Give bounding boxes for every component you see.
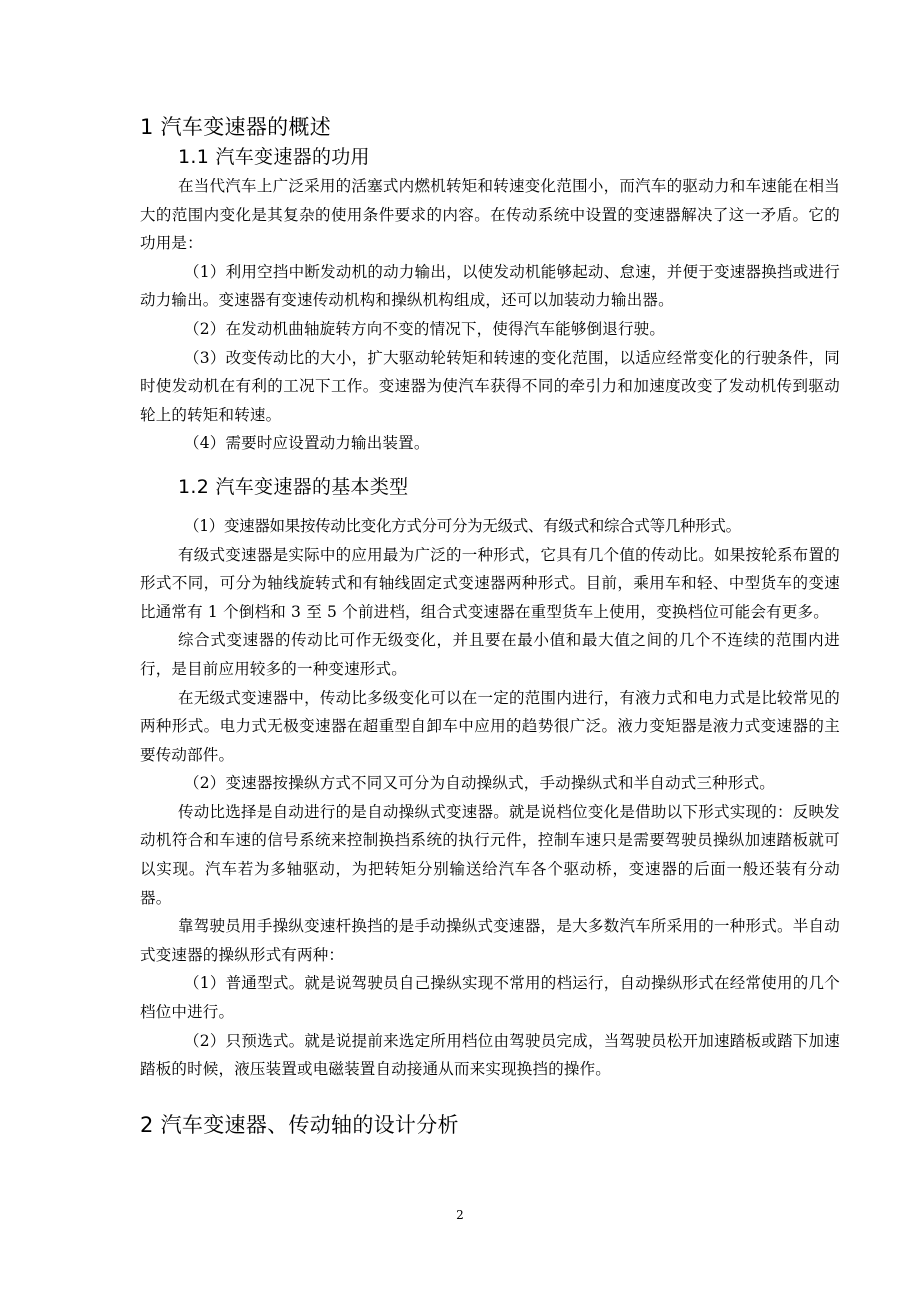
list-item: （2）变速器按操纵方式不同又可分为自动操纵式，手动操纵式和半自动式三种形式。 bbox=[184, 774, 775, 793]
list-item: （2）在发动机曲轴旋转方向不变的情况下，使得汽车能够倒退行驶。 bbox=[184, 319, 666, 338]
section-1-2-heading: 1.2 汽车变速器的基本类型 bbox=[178, 475, 409, 498]
list-item: （1）利用空挡中断发动机的动力输出，以使发动机能够起动、怠速，并便于变速器换挡或进行动力输出。变速器有变速传动机构和操纵机构组成，还可以加装动力输出器。 bbox=[140, 262, 840, 310]
list-item: （1）变速器如果按传动比变化方式分可分为无级式、有级式和综合式等几种形式。 bbox=[184, 516, 741, 535]
paragraph: 在当代汽车上广泛采用的活塞式内燃机转矩和转速变化范围小，而汽车的驱动力和车速能在相当大的范围内变化是其复杂的使用条件要求的内容。在传动系统中设置的变速器解决了这一矛盾。它的功用是： bbox=[140, 177, 840, 253]
list-item: （1）普通型式。就是说驾驶员自己操纵实现不常用的档运行，自动操纵形式在经常使用的几个档位中进行。 bbox=[140, 974, 840, 1022]
paragraph: 在无级式变速器中，传动比多级变化可以在一定的范围内进行，有液力式和电力式是比较常见的两种形式。电力式无极变速器在超重型自卸车中应用的趋势很广泛。液力变矩器是液力式变速器的主要传动部件。 bbox=[140, 688, 840, 764]
section-2-heading: 2 汽车变速器、传动轴的设计分析 bbox=[140, 1112, 459, 1137]
paragraph: 靠驾驶员用手操纵变速杆换挡的是手动操纵式变速器，是大多数汽车所采用的一种形式。半自动式变速器的操纵形式有两种： bbox=[140, 917, 840, 964]
page-number: 2 bbox=[456, 1208, 464, 1222]
section-1-1-heading: 1.1 汽车变速器的功用 bbox=[178, 146, 370, 168]
list-item: （2）只预选式。就是说提前来选定所用档位由驾驶员完成，当驾驶员松开加速踏板或踏下加速踏板的时候，液压装置或电磁装置自动接通从而来实现换挡的操作。 bbox=[140, 1031, 840, 1079]
list-item: （3）改变传动比的大小，扩大驱动轮转矩和转速的变化范围，以适应经常变化的行驶条件，同时使发动机在有利的工况下工作。变速器为使汽车获得不同的牵引力和加速度改变了发动机传到驱动轮上的转矩和转速。 bbox=[140, 348, 840, 424]
page-content bbox=[140, 112, 840, 1140]
section-1-heading: 1 汽车变速器的概述 bbox=[140, 115, 332, 139]
paragraph: 传动比选择是自动进行的是自动操纵式变速器。就是说档位变化是借助以下形式实现的：反映发动机符合和车速的信号系统来控制换挡系统的执行元件，控制车速只是需要驾驶员操纵加速踏板就可以实现。汽车若为多轴驱动，为把转矩分别输送给汽车各个驱动桥，变速器的后面一般还装有分动器。 bbox=[140, 802, 840, 907]
list-item: （4）需要时应设置动力输出装置。 bbox=[184, 434, 430, 453]
paragraph: 综合式变速器的传动比可作无级变化，并且要在最小值和最大值之间的几个不连续的范围内进行，是目前应用较多的一种变速形式。 bbox=[140, 631, 840, 678]
paragraph: 有级式变速器是实际中的应用最为广泛的一种形式，它具有几个值的传动比。如果按轮系布置的形式不同，可分为轴线旋转式和有轴线固定式变速器两种形式。目前，乘用车和轻、中型货车的变速比通常有 1 个倒档和 3 至 5 个前进档，组合式变速器在重型货车上使用，变换档位可能会有更多。 bbox=[140, 545, 840, 621]
